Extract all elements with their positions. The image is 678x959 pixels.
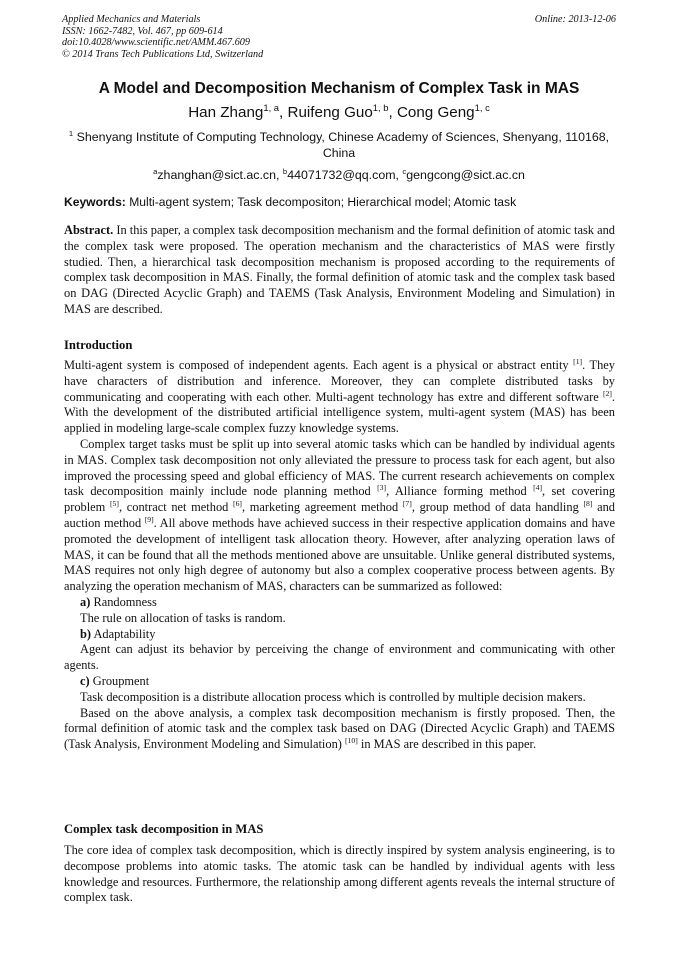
email-mark: a xyxy=(153,166,158,176)
author-name: Cong Geng xyxy=(396,104,475,121)
email-list xyxy=(0,168,678,182)
journal-header xyxy=(62,14,616,60)
author-affil-mark: 1, c xyxy=(474,101,490,113)
citation-marker: [7] xyxy=(402,499,412,509)
list-marker: c) xyxy=(80,673,90,688)
citation-marker: [6] xyxy=(233,499,242,509)
text-run: . They have characters of distribution and inference. Moreover, they can complete distributed tasks by communicating and cooperating with each other. Multi-agent technology has extre and different software xyxy=(64,358,616,404)
citation-marker: [8] xyxy=(583,499,593,509)
paragraph: The core idea of complex task decomposition, which is directly inspired by system analysis engineering, is to decompose problems into atomic tasks. The atomic task can be handled by individual agents with less knowledge and resources. Furthermore, the relationship among different agents reveals the internal structure of complex task. xyxy=(64,843,615,905)
online-date: Online: 2013-12-06 xyxy=(534,14,616,25)
list-item-text: The rule on allocation of tasks is random. xyxy=(80,610,286,625)
text-run: . All above methods have achieved success in their respective application domains and have promoted the development of intelligent task allocation theory. However, after analyzing operation laws of MAS, it can be found that all the methods mentioned above are unsuitable. Unlike general distributed systems, MAS requires not only high degree of autonomy but also a complex cooperative process between agents. By analyzing the operation mechanism of MAS, characters can be summarized as followed: xyxy=(64,515,615,594)
affiliation-mark: 1 xyxy=(68,128,74,138)
introduction-body xyxy=(64,358,615,753)
paragraph xyxy=(64,706,615,753)
text-run: , group method of data handling xyxy=(411,500,584,515)
keywords-text: Multi-agent system; Task decompositon; Hierarchical model; Atomic task xyxy=(129,195,517,209)
author-affil-mark: 1, a xyxy=(263,101,280,113)
author-name: Ruifeng Guo xyxy=(287,104,373,121)
copyright-line: © 2014 Trans Tech Publications Ltd, Switzerland xyxy=(62,48,264,60)
list-item-text: Agent can adjust its behavior by perceiving the change of environment and communicating with other agents. xyxy=(64,642,615,673)
keywords xyxy=(64,195,616,209)
text-run: Based on the above analysis, a complex task decomposition mechanism is firstly proposed. Then, the formal definition of atomic task and the complex task based on DAG (Directed Acyclic Graph) and TAEMS (Task Analysis, Environment Modeling and Simulation) xyxy=(64,705,615,752)
complex-section-body xyxy=(64,843,615,906)
author-affil-mark: 1, b xyxy=(372,101,389,113)
paper-title: A Model and Decomposition Mechanism of Complex Task in MAS xyxy=(98,80,580,97)
list-item-title: Randomness xyxy=(93,594,157,609)
text-run: , marketing agreement method xyxy=(241,500,403,515)
text-run: Complex target tasks must be split up into several atomic tasks which can be handled by individual agents in MAS. Complex task decomposition not only alleviated the pressure to process task for each agent, but also improved the processing speed and global efficiency of MAS. The current research achievements on complex task decomposition mainly include node planning method xyxy=(64,436,615,499)
section-heading: Introduction xyxy=(64,338,133,352)
text-run: , set covering problem xyxy=(64,484,616,515)
issn-line: ISSN: 1662-7482, Vol. 467, pp 609-614 xyxy=(62,25,223,37)
text-run: . With the development of the distributed artificial intelligence system, multi-agent system (MAS) has been applied in modeling large-scale complex fuzzy knowledge systems. xyxy=(64,389,615,436)
list-item-text: Task decomposition is a distribute allocation process which is controlled by multiple decision makers. xyxy=(80,689,586,704)
list-item-heading xyxy=(64,627,615,643)
citation-marker: [3] xyxy=(377,483,387,493)
text-run: and auction method xyxy=(64,500,616,530)
affiliation-text: Shenyang Institute of Computing Technology, Chinese Academy of Sciences, Shenyang, 110168, China xyxy=(76,130,610,160)
text-run: in MAS are described in this paper. xyxy=(357,737,537,752)
list-marker: b) xyxy=(80,626,92,641)
affiliation xyxy=(64,130,614,162)
list-item-title: Adaptability xyxy=(93,626,156,641)
email-address: 44071732@qq.com xyxy=(287,168,396,182)
author-list xyxy=(0,101,678,121)
paragraph xyxy=(64,437,615,595)
citation-marker: [4] xyxy=(533,483,543,493)
author-separator: , xyxy=(279,104,288,121)
citation-marker: [10] xyxy=(345,736,358,745)
citation-marker: [9] xyxy=(144,514,154,524)
text-run: , contract net method xyxy=(118,500,234,515)
list-item-heading xyxy=(64,595,615,611)
abstract xyxy=(64,223,615,318)
email-separator: , xyxy=(395,168,403,182)
abstract-text: In this paper, a complex task decomposition mechanism and the formal definition of atomic task and the complex task were proposed. The operation mechanism and the characteristics of MAS were firstly studied. Then, a hierarchical task decomposition mechanism is proposed according to the requirements of complex task decomposition in MAS. Finally, the formal definition of atomic task and the complex task based on DAG (Directed Acyclic Graph) and TAEMS (Task Analysis, Environment Modeling and Simulation) in MAS are described. xyxy=(64,223,615,316)
author-name: Han Zhang xyxy=(188,104,264,121)
keywords-label: Keywords: xyxy=(64,195,126,209)
list-item-title: Groupment xyxy=(92,673,150,688)
abstract-label: Abstract. xyxy=(64,223,114,237)
email-separator: , xyxy=(276,168,283,182)
email-mark: c xyxy=(402,166,407,176)
list-marker: a) xyxy=(80,594,91,609)
email-address: zhanghan@sict.ac.cn xyxy=(157,168,277,182)
text-run: , Alliance forming method xyxy=(386,484,534,499)
paragraph xyxy=(64,358,615,437)
email-address: gengcong@sict.ac.cn xyxy=(406,168,525,182)
journal-name: Applied Mechanics and Materials xyxy=(62,14,201,25)
author-separator: , xyxy=(388,104,397,121)
section-heading: Complex task decomposition in MAS xyxy=(64,822,264,836)
citation-marker: [5] xyxy=(110,499,119,509)
citation-marker: [2] xyxy=(602,388,612,398)
doi-line: doi:10.4028/www.scientific.net/AMM.467.609 xyxy=(62,37,250,49)
email-mark: b xyxy=(282,166,288,176)
citation-marker: [1] xyxy=(573,356,583,366)
text-run: Multi-agent system is composed of independent agents. Each agent is a physical or abstract entity xyxy=(64,358,574,372)
list-item-heading xyxy=(64,674,615,690)
